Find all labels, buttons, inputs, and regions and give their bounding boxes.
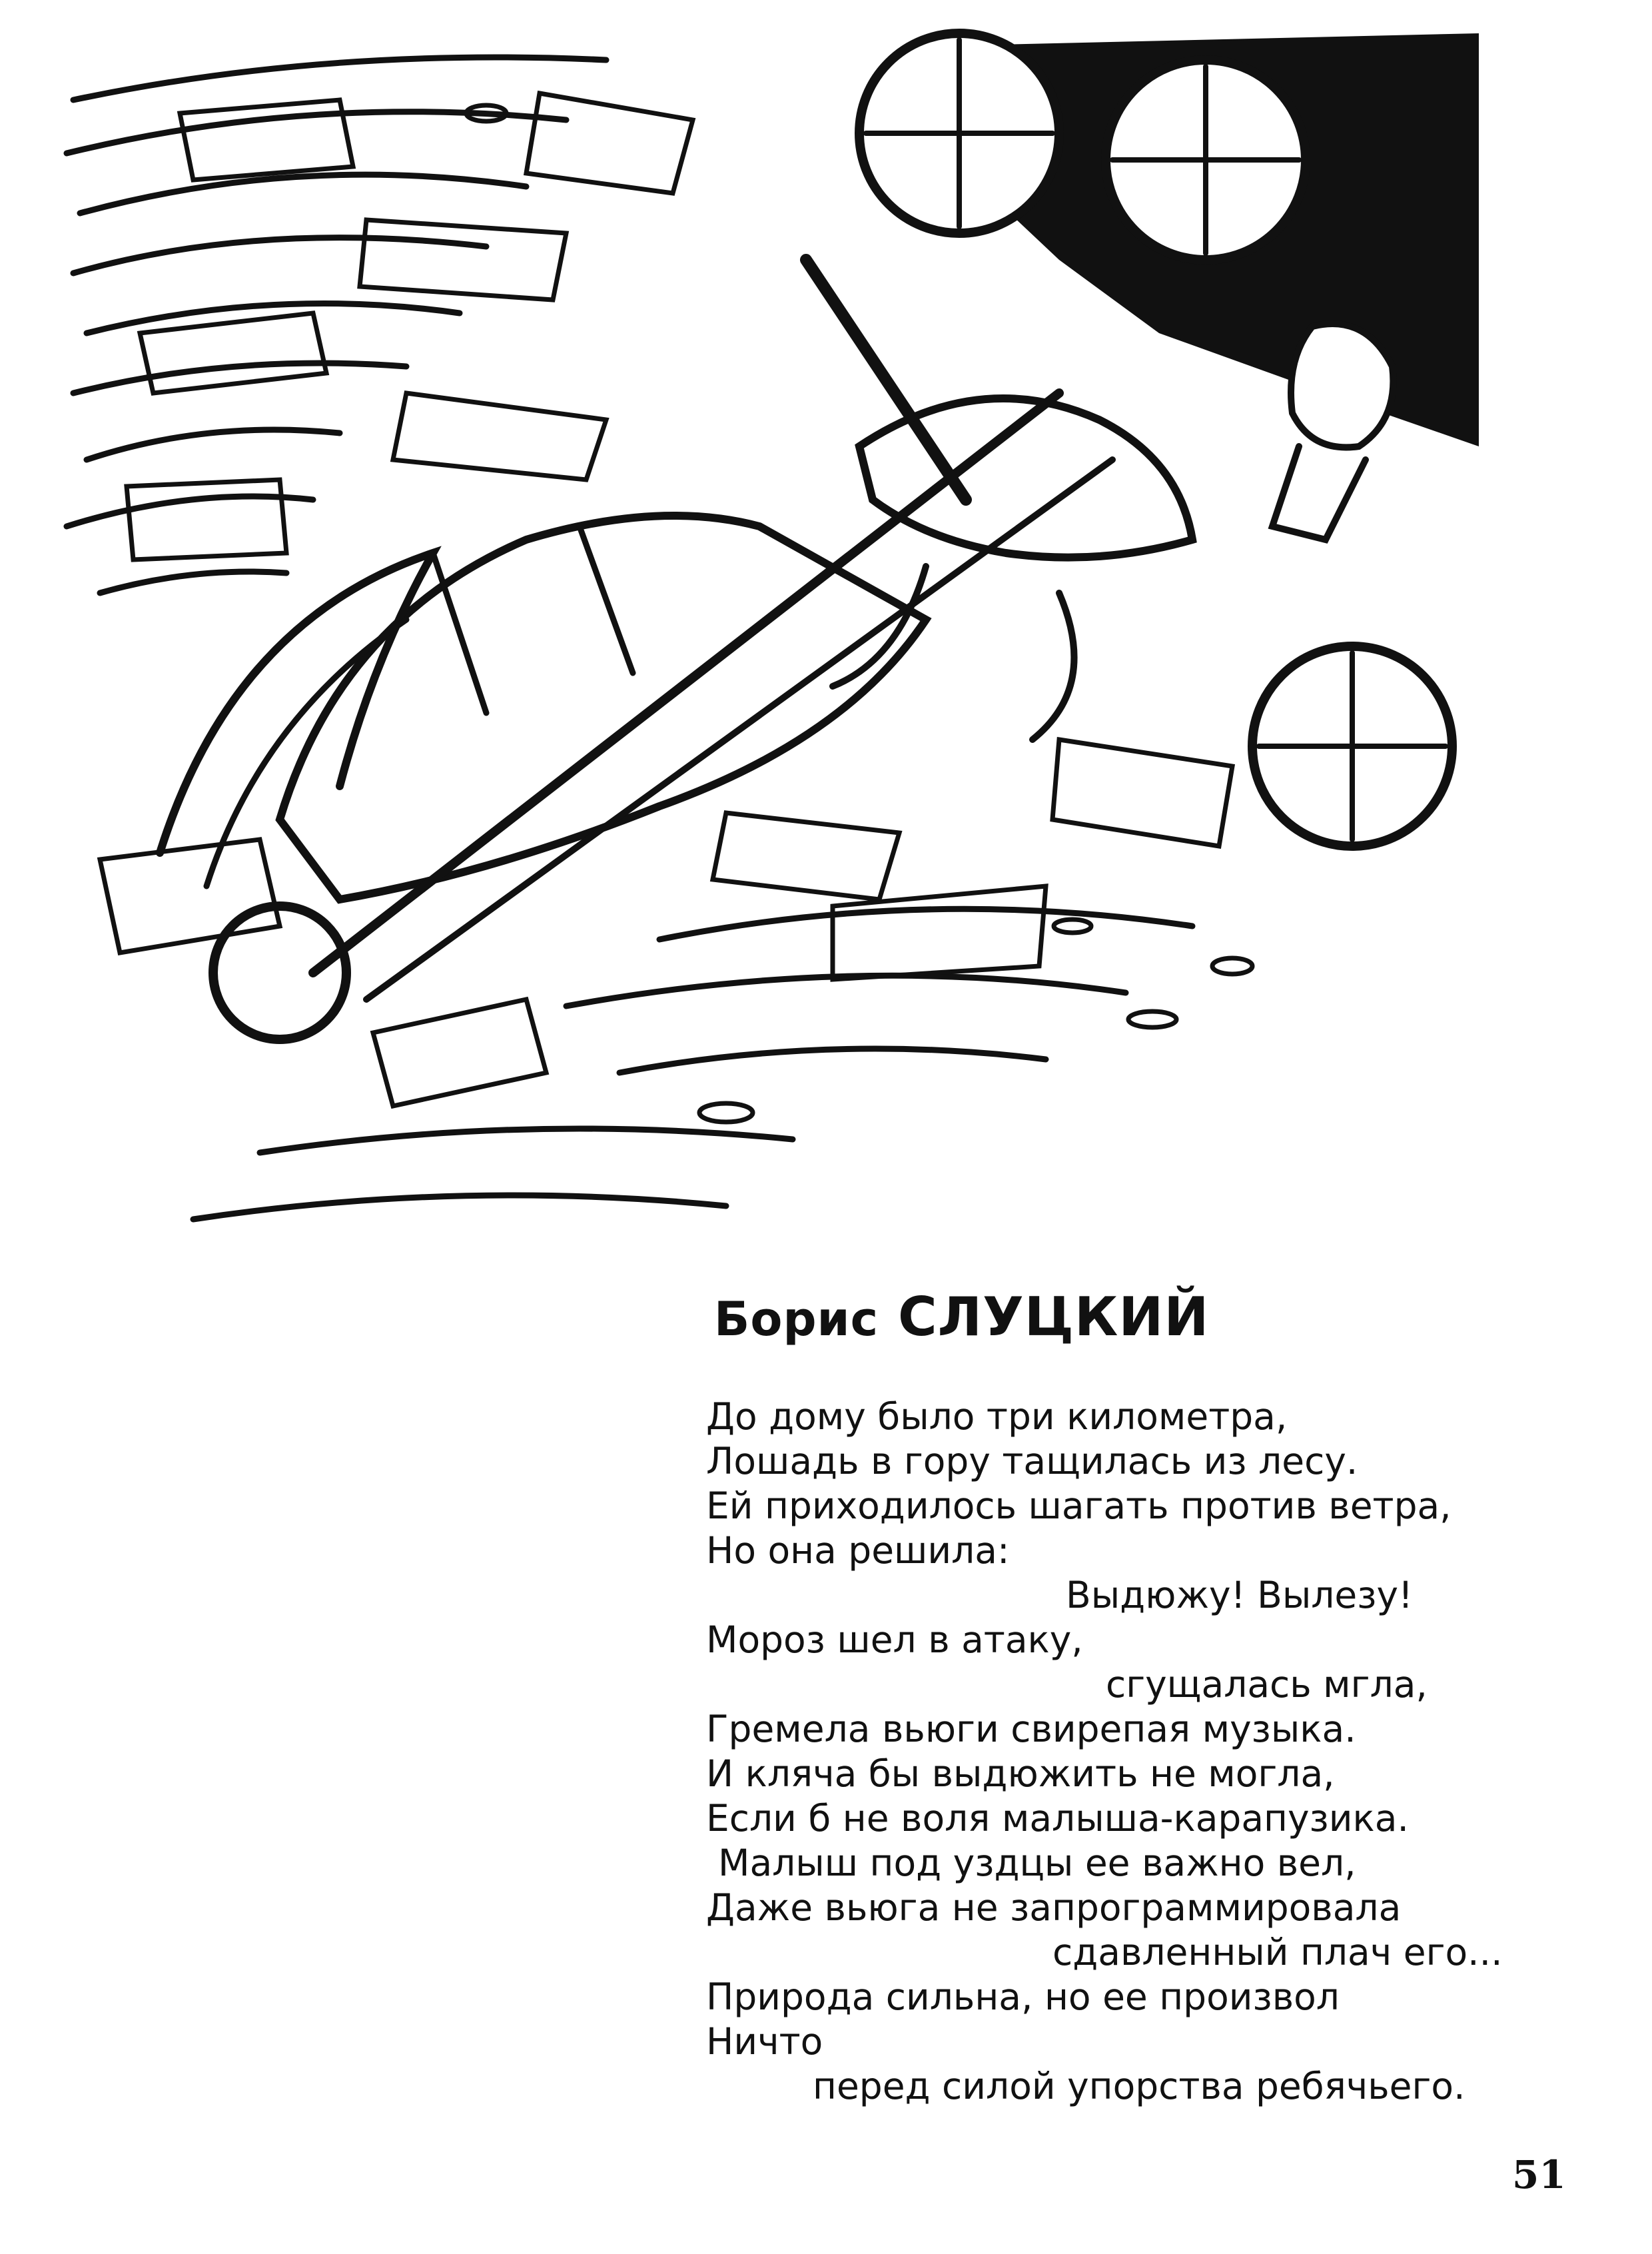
- poem-line: сгущалась мгла,: [1106, 1663, 1428, 1706]
- poem-line: До дому было три километра,: [706, 1395, 1288, 1438]
- author-first-name: Борис: [714, 1292, 879, 1347]
- poem-line: Выдюжу! Вылезу!: [1066, 1574, 1414, 1616]
- poem-line: Гремела вьюги свирепая музыка.: [706, 1708, 1356, 1750]
- author-last-name: СЛУЦКИЙ: [897, 1286, 1210, 1348]
- poem-line: Ей приходилось шагать против ветра,: [706, 1484, 1451, 1527]
- poem-line: сдавленный плач его...: [1052, 1931, 1503, 1973]
- poem-line: Даже вьюга не запрограммировала: [706, 1886, 1402, 1929]
- horse-sled-blizzard-illustration-icon: [60, 20, 1479, 1259]
- poem-line: Малыш под уздцы ее важно вел,: [718, 1842, 1356, 1884]
- poem-line: Но она решила:: [706, 1529, 1010, 1572]
- poem-line: Лошадь в гору тащилась из лесу.: [706, 1440, 1358, 1482]
- author-name: [714, 1286, 1585, 1348]
- poem-line: Природа сильна, но ее произвол: [706, 1975, 1340, 2018]
- poem-line: перед силой упорства ребячьего.: [813, 2065, 1465, 2107]
- poem-line: Мороз шел в атаку,: [706, 1618, 1083, 1661]
- poem-block: [706, 1286, 1585, 2109]
- poem-line: Если б не воля малыша-карапузика.: [706, 1797, 1409, 1840]
- page-number: 51: [1512, 2152, 1566, 2197]
- poem-line: И кляча бы выдюжить не могла,: [706, 1752, 1335, 1795]
- poem-line: Ничто: [706, 2020, 823, 2063]
